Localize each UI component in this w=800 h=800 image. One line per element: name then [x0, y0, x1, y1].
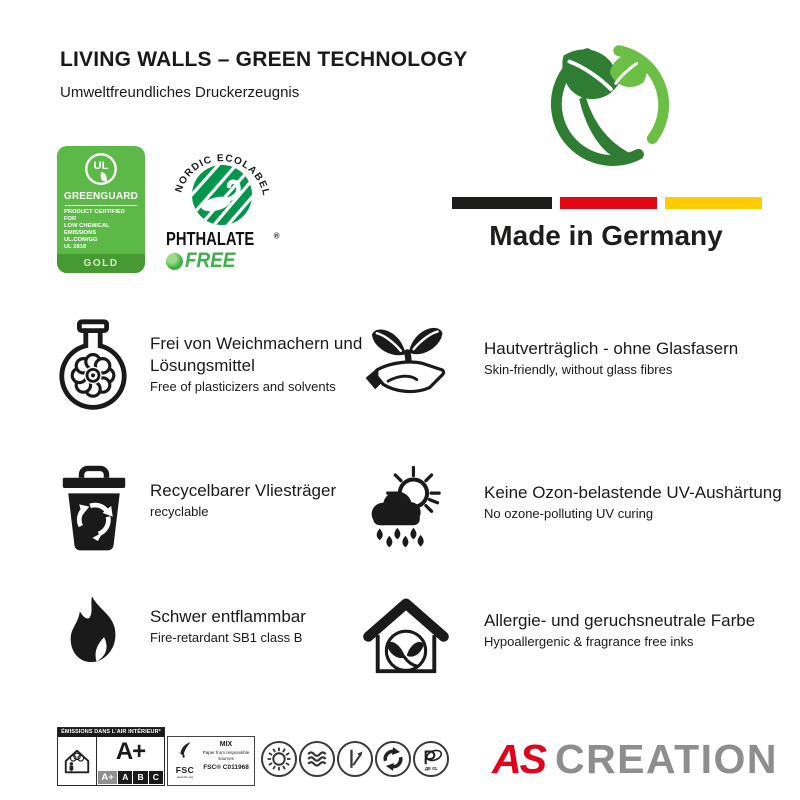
- fsc-code: FSC® C011968: [203, 764, 249, 771]
- feature-text: [150, 606, 370, 645]
- emissions-grade: A+: [115, 738, 146, 765]
- fsc-description: Paper from responsible sources: [202, 750, 250, 761]
- feature-title: Frei von Weichmachern und Lösungsmittel: [150, 334, 363, 375]
- feature-subtitle: Fire-retardant SB1 class B: [150, 630, 303, 645]
- greenguard-label: GREENGUARD: [63, 191, 139, 202]
- feature-text: [150, 333, 370, 394]
- page-title: LIVING WALLS – GREEN TECHNOLOGY: [60, 48, 468, 71]
- fsc-tree-icon: [175, 740, 195, 760]
- feature-title: Keine Ozon-belastende UV-Aushärtung: [484, 483, 782, 502]
- feature-text: [484, 610, 784, 649]
- feature-title: Allergie- und geruchsneutrale Farbe: [484, 611, 756, 630]
- recycle-bin-icon: [52, 455, 136, 563]
- registered-mark: ®: [273, 231, 280, 241]
- fsc-label: [167, 736, 255, 786]
- lightfast-sun-icon: [261, 741, 297, 777]
- feature-title: Schwer entflammbar: [150, 607, 306, 626]
- scale-cell: B: [133, 771, 147, 784]
- greenguard-gold-band: GOLD: [57, 254, 145, 273]
- globe-icon: [166, 253, 183, 270]
- feature-subtitle: Hypoallergenic & fragrance free inks: [484, 634, 694, 649]
- feature-text: [484, 482, 784, 521]
- pct-icon: [413, 741, 449, 777]
- ul-logo-icon: [82, 151, 120, 189]
- fsc-mix: MIX: [219, 741, 233, 748]
- flag-bar-black: [452, 197, 552, 209]
- emissions-house-icon: [58, 737, 97, 785]
- feature-text: [150, 480, 370, 519]
- greenguard-cert-line: PRODUCT CERTIFIED FOR: [64, 209, 125, 222]
- greenguard-cert-line: LOW CHEMICAL EMISSIONS: [64, 223, 110, 236]
- fsc-url: www.fsc.org: [176, 775, 194, 779]
- house-leaf-icon: [360, 582, 452, 696]
- green-dot-icon: [375, 741, 411, 777]
- cloud-sun-rain-icon: [360, 447, 454, 565]
- greenguard-cert-line: UL 2818: [64, 244, 87, 250]
- brand-creation-text: CREATION: [554, 736, 779, 782]
- made-in-germany-label: Made in Germany: [489, 220, 723, 251]
- feature-subtitle: No ozone-polluting UV curing: [484, 506, 654, 521]
- scale-cell: A+: [98, 771, 117, 784]
- green-leaves-logo-icon: [528, 26, 676, 184]
- greenguard-badge: [57, 146, 145, 273]
- phthalate-text: PHTHALATE: [166, 229, 255, 249]
- pct-text: ДЕ 01: [424, 766, 438, 772]
- nordic-ecolabel-icon: [168, 136, 276, 230]
- feature-subtitle: Free of plasticizers and solvents: [150, 379, 336, 394]
- strippable-icon: [337, 741, 373, 777]
- hand-plant-icon: [362, 303, 454, 421]
- emissions-header: ÉMISSIONS DANS L'AIR INTÉRIEUR*: [58, 728, 164, 737]
- scale-cell: A: [118, 771, 132, 784]
- brand-as-text: AS: [492, 736, 545, 782]
- greenguard-cert-line: UL.COM/GG: [64, 237, 98, 243]
- feature-text: [484, 338, 784, 377]
- feature-title: Recycelbarer Vliesträger: [150, 481, 337, 500]
- page-subtitle: Umweltfreundliches Druckerzeugnis: [60, 84, 300, 101]
- german-flag-bars: [452, 197, 762, 209]
- flag-bar-gold: [665, 197, 762, 209]
- scale-cell: C: [149, 771, 163, 784]
- as-creation-logo: [492, 737, 778, 781]
- divider: [65, 205, 137, 206]
- washable-waves-icon: [299, 741, 335, 777]
- flag-bar-red: [560, 197, 657, 209]
- feature-subtitle: Skin-friendly, without glass fibres: [484, 362, 673, 377]
- feature-subtitle: recyclable: [150, 504, 209, 519]
- emissions-label: [57, 727, 165, 786]
- nordic-ecolabel-text: NORDIC ECOLABEL: [173, 153, 272, 198]
- phthalate-free-badge: [166, 229, 281, 273]
- free-text: FREE: [185, 249, 236, 272]
- feature-title: Hautverträglich - ohne Glasfasern: [484, 339, 739, 358]
- ul-text: UL: [93, 160, 109, 173]
- fsc-name: FSC: [175, 765, 195, 775]
- flame-icon: [55, 580, 135, 696]
- wallpaper-symbols: [261, 741, 449, 777]
- flask-icon: [50, 306, 136, 424]
